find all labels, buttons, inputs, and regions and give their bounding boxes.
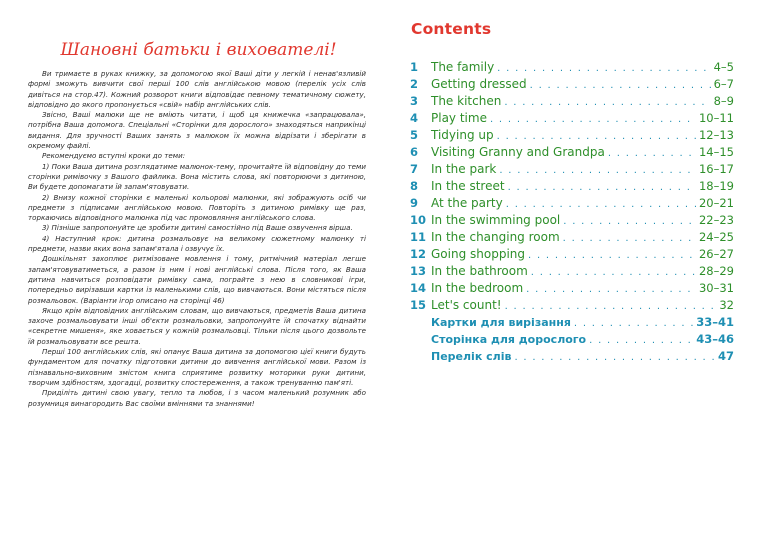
toc-leader-dots xyxy=(505,301,717,312)
toc-number: 3 xyxy=(410,94,419,108)
paragraph: 4) Наступний крок: дитина розмальовує на великому сюжетному малюнку ті предмети, назви яких вона запам'ятала і озвучує їх. xyxy=(28,233,366,254)
toc-number: 7 xyxy=(410,162,419,176)
paragraph: Рекомендуємо вступні кроки до теми: xyxy=(42,151,186,161)
toc-entry[interactable] xyxy=(410,264,734,281)
paragraph: Дошкільнят захоплює ритмізоване мовлення і тому, ритмічний матеріал легше запам'ятовуватиметься, а разом із ним і нові англійські слова. Після того, як Ваша дитина навчиться розповідати римівку сама, пограйте з нею в словникові ігри, попередньо вирізавши картки із маленькими слів, що вивчаються. Вони містяться після розмальовок. (Варіанти ігор описано на сторінці 46) xyxy=(28,254,366,305)
toc-entry[interactable] xyxy=(410,77,734,94)
toc-extra-entry[interactable] xyxy=(410,349,734,366)
toc-pages: 30–31 xyxy=(698,281,734,295)
table-of-contents xyxy=(410,60,734,366)
toc-entry[interactable] xyxy=(410,60,734,77)
right-page xyxy=(384,0,767,554)
toc-label: The kitchen xyxy=(431,94,502,108)
toc-label: In the park xyxy=(431,162,497,176)
page-title: Шановні батьки і вихователі! xyxy=(60,40,337,60)
paragraph: Якщо крім відповідних англійським словам, що вивчаються, предметів Ваша дитина захоче розмальовувати інші об'єкти розмальовки, запропонуйте їй спочатку віднайти «секретне мишеня», яке ховається у кожній розмальовці. Тільки після цього дозвольте їй розмальовувати все решта. xyxy=(28,305,366,346)
toc-label: Tidying up xyxy=(431,128,494,142)
toc-leader-dots xyxy=(530,80,711,91)
toc-pages: 14–15 xyxy=(698,145,734,159)
toc-entry[interactable] xyxy=(410,281,734,298)
intro-text xyxy=(28,69,366,409)
toc-leader-dots xyxy=(490,114,696,125)
toc-entry[interactable] xyxy=(410,196,734,213)
left-page xyxy=(0,0,383,554)
toc-label: In the street xyxy=(431,179,505,193)
toc-pages: 16–17 xyxy=(698,162,734,176)
toc-leader-dots xyxy=(589,335,693,346)
paragraph: 1) Поки Ваша дитина розглядатиме малюнок-тему, прочитайте їй відповідну до теми сторінки римівочку з Вашого файлика. Вона містить слова, які повторюючи з дитиною, Ви будете допомагати їй запам'ятовувати. xyxy=(28,161,366,192)
toc-leader-dots xyxy=(528,250,696,261)
toc-number: 4 xyxy=(410,111,419,125)
toc-pages: 12–13 xyxy=(698,128,734,142)
toc-number: 13 xyxy=(410,264,427,278)
toc-leader-dots xyxy=(497,131,696,142)
toc-entry[interactable] xyxy=(410,213,734,230)
toc-entry[interactable] xyxy=(410,145,734,162)
toc-label: Play time xyxy=(431,111,487,125)
toc-number: 2 xyxy=(410,77,419,91)
toc-number: 6 xyxy=(410,145,419,159)
toc-number: 8 xyxy=(410,179,419,193)
toc-entry[interactable] xyxy=(410,247,734,264)
toc-entry[interactable] xyxy=(410,162,734,179)
toc-leader-dots xyxy=(563,233,696,244)
toc-entry[interactable] xyxy=(410,128,734,145)
toc-number: 15 xyxy=(410,298,427,312)
toc-pages: 32 xyxy=(719,298,734,312)
paragraph: 3) Пізніше запропонуйте це зробити дитині самостійно під Ваше озвучення вірша. xyxy=(42,223,353,233)
toc-leader-dots xyxy=(574,318,693,329)
toc-entry[interactable] xyxy=(410,111,734,128)
toc-extra-entry[interactable] xyxy=(410,315,734,332)
toc-number: 5 xyxy=(410,128,419,142)
toc-number: 9 xyxy=(410,196,419,210)
toc-label: The family xyxy=(431,60,495,74)
toc-number: 11 xyxy=(410,230,427,244)
paragraph: 2) Внизу кожної сторінки є маленькі кольорові малюнки, які зображують осіб чи предмети з підписами англійською мовою. Повторіть з дитиною римівку ще раз, торкаючись відповідного малюнка під час промовляння англійського слова. xyxy=(28,192,366,223)
toc-pages: 8–9 xyxy=(713,94,734,108)
toc-leader-dots xyxy=(531,267,696,278)
toc-number: 10 xyxy=(410,213,427,227)
toc-number: 12 xyxy=(410,247,427,261)
paragraph: Приділіть дитині свою увагу, тепло та любов, і з часом маленький розумник або розумниця винагородить Вас своїми вміннями та знаннями! xyxy=(28,388,366,408)
toc-pages: 18–19 xyxy=(698,179,734,193)
toc-label: In the swimming pool xyxy=(431,213,561,227)
toc-leader-dots xyxy=(514,352,715,363)
toc-pages: 33–41 xyxy=(696,315,734,329)
toc-label: Картки для вирізання xyxy=(431,316,571,329)
paragraph: Перші 100 англійських слів, які опанує Ваша дитина за допомогою цієї книги будуть фундаментом для початку підготовки дитини до вивчення англійської мови. Разом із пізнавально-виховним змістом книга сприятиме розвитку моторики руки дитини, творчим здібностям, здогадці, розвитку спостереження, а також тренуванню пам'яті. xyxy=(28,347,366,387)
toc-leader-dots xyxy=(504,97,710,108)
toc-pages: 10–11 xyxy=(698,111,734,125)
toc-leader-dots xyxy=(497,63,710,74)
toc-number: 1 xyxy=(410,60,419,74)
contents-title: Contents xyxy=(411,20,492,38)
toc-label: Перелік слів xyxy=(431,350,512,363)
paragraph: Звісно, Ваші малюки ще не вміють читати, і щоб ця книжечка «запрацювала», потрібна Ваша допомога. Спеціальні «Сторінки для дорослого» знаходяться наприкінці видання. Для зручності Ваших занять з малюком їх можна відрізати і зберігати в окремому файлі. xyxy=(28,110,366,151)
toc-pages: 22–23 xyxy=(698,213,734,227)
toc-pages: 6–7 xyxy=(713,77,734,91)
toc-leader-dots xyxy=(608,148,696,159)
toc-leader-dots xyxy=(499,165,696,176)
toc-leader-dots xyxy=(508,182,696,193)
toc-entry[interactable] xyxy=(410,94,734,111)
toc-leader-dots xyxy=(526,284,696,295)
toc-label: Getting dressed xyxy=(431,77,527,91)
toc-label: At the party xyxy=(431,196,503,210)
toc-entry[interactable] xyxy=(410,298,734,315)
toc-label: In the changing room xyxy=(431,230,560,244)
paragraph: Ви тримаєте в руках книжку, за допомогою якої Ваші діти у легкій і ненав'язливій формі зможуть вивчити свої перші 100 слів англійською мовою (перелік усіх слів дивіться на стор.47). Кожний розворот книги відповідає певному тематичному сюжету, відповідно до якого пропонується «свій» набір англійських слів. xyxy=(28,69,366,109)
toc-label: In the bathroom xyxy=(431,264,528,278)
toc-pages: 26–27 xyxy=(698,247,734,261)
toc-leader-dots xyxy=(563,216,696,227)
toc-label: Visiting Granny and Grandpa xyxy=(431,145,605,159)
toc-label: In the bedroom xyxy=(431,281,524,295)
toc-label: Let's count! xyxy=(431,298,502,312)
toc-entry[interactable] xyxy=(410,179,734,196)
toc-pages: 47 xyxy=(717,349,734,363)
toc-label: Going shopping xyxy=(431,247,526,261)
toc-pages: 4–5 xyxy=(713,60,734,74)
toc-entry[interactable] xyxy=(410,230,734,247)
toc-number: 14 xyxy=(410,281,427,295)
toc-extra-entry[interactable] xyxy=(410,332,734,349)
toc-label: Сторінка для дорослого xyxy=(431,333,587,346)
toc-pages: 20–21 xyxy=(698,196,734,210)
toc-pages: 28–29 xyxy=(698,264,734,278)
toc-pages: 24–25 xyxy=(698,230,734,244)
toc-pages: 43–46 xyxy=(696,332,734,346)
toc-leader-dots xyxy=(506,199,696,210)
